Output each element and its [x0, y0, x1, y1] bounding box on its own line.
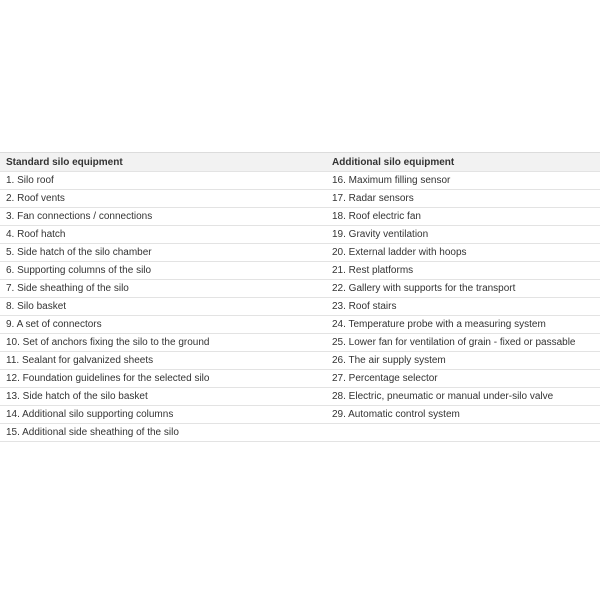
table-row [0, 424, 600, 442]
equipment-table [0, 152, 600, 442]
table-row [0, 370, 600, 388]
table-row [0, 172, 600, 190]
additional-item-empty [326, 424, 600, 442]
table-body [0, 172, 600, 442]
table-row [0, 316, 600, 334]
standard-item: 2. Roof vents [0, 190, 326, 208]
table-row [0, 298, 600, 316]
standard-item: 10. Set of anchors fixing the silo to the ground [0, 334, 326, 352]
table-row [0, 280, 600, 298]
table-row [0, 208, 600, 226]
table-row [0, 388, 600, 406]
additional-item: 23. Roof stairs [326, 298, 600, 316]
additional-item: 18. Roof electric fan [326, 208, 600, 226]
table-row [0, 190, 600, 208]
additional-item: 28. Electric, pneumatic or manual under-silo valve [326, 388, 600, 406]
table-row [0, 406, 600, 424]
standard-item: 6. Supporting columns of the silo [0, 262, 326, 280]
standard-item: 8. Silo basket [0, 298, 326, 316]
standard-item: 11. Sealant for galvanized sheets [0, 352, 326, 370]
additional-item: 20. External ladder with hoops [326, 244, 600, 262]
standard-item: 1. Silo roof [0, 172, 326, 190]
table-row [0, 262, 600, 280]
standard-item: 4. Roof hatch [0, 226, 326, 244]
standard-equipment-header: Standard silo equipment [0, 153, 326, 172]
table-row [0, 352, 600, 370]
table-row [0, 226, 600, 244]
additional-item: 25. Lower fan for ventilation of grain - fixed or passable [326, 334, 600, 352]
additional-item: 19. Gravity ventilation [326, 226, 600, 244]
standard-item: 7. Side sheathing of the silo [0, 280, 326, 298]
standard-item: 9. A set of connectors [0, 316, 326, 334]
additional-item: 24. Temperature probe with a measuring system [326, 316, 600, 334]
table-row [0, 334, 600, 352]
standard-item: 5. Side hatch of the silo chamber [0, 244, 326, 262]
standard-item: 13. Side hatch of the silo basket [0, 388, 326, 406]
standard-item: 12. Foundation guidelines for the selected silo [0, 370, 326, 388]
additional-item: 16. Maximum filling sensor [326, 172, 600, 190]
additional-equipment-header: Additional silo equipment [326, 153, 600, 172]
standard-item: 3. Fan connections / connections [0, 208, 326, 226]
standard-item: 15. Additional side sheathing of the silo [0, 424, 326, 442]
table-header-row [0, 153, 600, 172]
table-row [0, 244, 600, 262]
additional-item: 17. Radar sensors [326, 190, 600, 208]
additional-item: 27. Percentage selector [326, 370, 600, 388]
additional-item: 21. Rest platforms [326, 262, 600, 280]
additional-item: 26. The air supply system [326, 352, 600, 370]
additional-item: 22. Gallery with supports for the transport [326, 280, 600, 298]
additional-item: 29. Automatic control system [326, 406, 600, 424]
standard-item: 14. Additional silo supporting columns [0, 406, 326, 424]
